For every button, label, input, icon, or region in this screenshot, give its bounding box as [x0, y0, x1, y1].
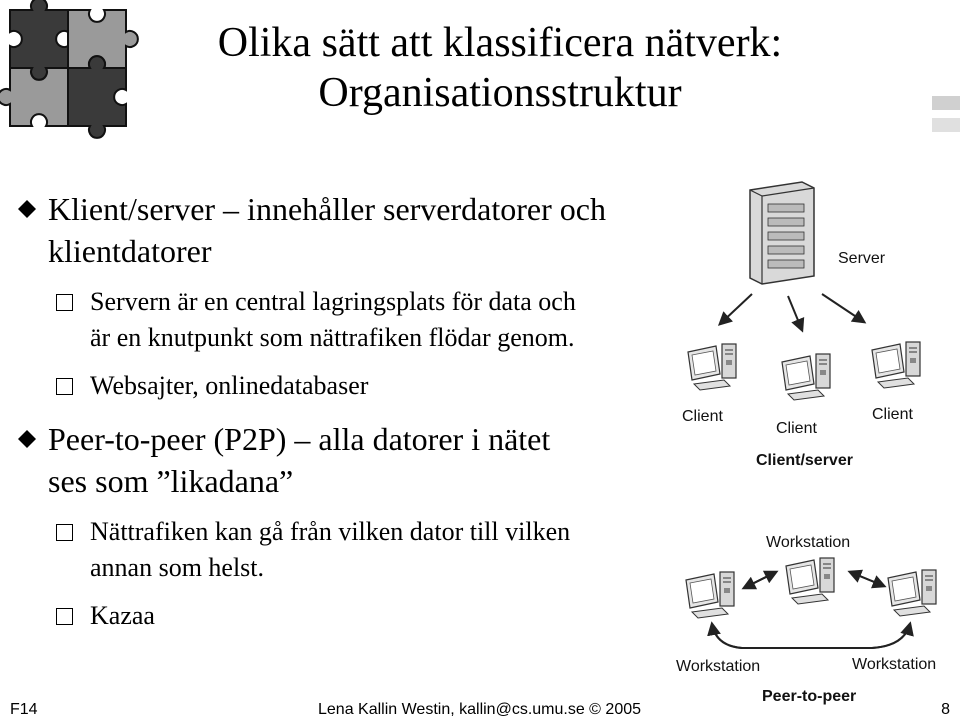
- client-label: Client: [776, 420, 817, 437]
- client-label: Client: [872, 406, 913, 423]
- arrow: [720, 294, 752, 324]
- client-computer-icon: [688, 344, 736, 390]
- sub-bullet-item: [18, 598, 738, 634]
- diamond-bullet-icon: [18, 430, 36, 448]
- network-diagram: [672, 176, 954, 716]
- server-icon: [750, 182, 814, 284]
- slide-title: [150, 18, 850, 118]
- client-label: Client: [682, 408, 723, 425]
- puzzle-logo-icon: [0, 0, 140, 140]
- sub-bullet-text: Websajter, onlinedatabaser: [90, 371, 369, 400]
- server-label: Server: [838, 250, 886, 267]
- title-line: Olika sätt att klassificera nätverk:: [217, 20, 783, 66]
- title-line: Organisationsstruktur: [318, 70, 682, 116]
- client-computer-icon: [782, 354, 830, 400]
- square-bullet-icon: [56, 378, 73, 395]
- workstation-label: Workstation: [676, 658, 761, 675]
- sub-bullet-item: [18, 514, 738, 586]
- edge-bar: [932, 96, 960, 110]
- bullet-text: Peer-to-peer (P2P) – alla datorer i nätet: [48, 421, 551, 457]
- edge-bar: [932, 118, 960, 132]
- square-bullet-icon: [56, 524, 73, 541]
- sub-bullet-text: annan som helst.: [90, 553, 265, 582]
- sub-bullet-text: Nättrafiken kan gå från vilken dator till vilken: [90, 517, 571, 546]
- workstation-computer-icon: [686, 572, 734, 618]
- footer-course-code: F14: [10, 701, 38, 718]
- bullet-list: [18, 188, 738, 634]
- sub-bullet-text: är en knutpunkt som nättrafiken flödar genom.: [90, 323, 575, 352]
- bullet-text: ses som ”likadana”: [48, 463, 294, 499]
- arrow: [788, 296, 802, 330]
- sub-bullet-item: [18, 368, 738, 404]
- page-number: 8: [941, 701, 950, 718]
- workstation-computer-icon: [888, 570, 936, 616]
- p2p-caption: Peer-to-peer: [762, 688, 857, 705]
- workstation-label: Workstation: [852, 656, 937, 673]
- arrow: [744, 572, 776, 588]
- square-bullet-icon: [56, 608, 73, 625]
- bullet-text: Klient/server – innehåller serverdatorer och: [48, 191, 606, 227]
- arrow: [822, 294, 864, 322]
- footer-author: Lena Kallin Westin, kallin@cs.umu.se © 2005: [318, 701, 642, 718]
- workstation-computer-icon: [786, 558, 834, 604]
- bullet-item: [18, 418, 738, 502]
- bullet-item: [18, 188, 738, 272]
- client-computer-icon: [872, 342, 920, 388]
- network-figure: [672, 176, 954, 716]
- arrow: [712, 624, 910, 648]
- sub-bullet-text: Servern är en central lagringsplats för data och: [90, 287, 576, 316]
- workstation-label: Workstation: [766, 534, 851, 551]
- diamond-bullet-icon: [18, 200, 36, 218]
- bullet-text: klientdatorer: [48, 233, 212, 269]
- sub-bullet-item: [18, 284, 738, 356]
- square-bullet-icon: [56, 294, 73, 311]
- arrow: [850, 572, 884, 586]
- sub-bullet-text: Kazaa: [90, 601, 155, 630]
- arrow: [712, 624, 910, 648]
- client-server-caption: Client/server: [756, 452, 853, 469]
